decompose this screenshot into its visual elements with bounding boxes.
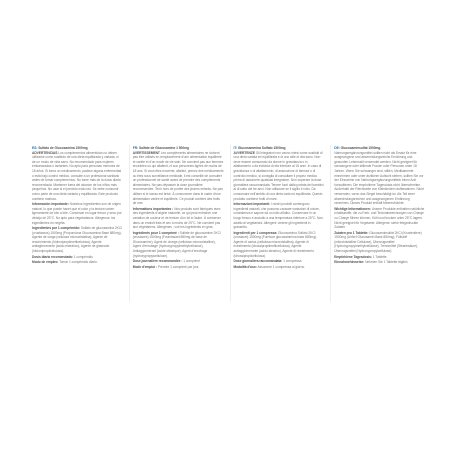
warnings-text: Nahrungsergänzungsmittel sollten nicht als Ersatz für eine ausgewogene und abwechslungsreiche Ernährung und gesunden Lebensstil verwendet werden. Nicht geeignet für schwangere oder stillende Frauen oder Personen unter 18 Jahren. Wenn Sie schwanger sind, stillen, Medikamente einnehmen oder unter ärztlicher Aufsicht stehen, sollten Sie vor der Einnahme von Nahrungsergänzungsmitteln einen Arzt konsultieren. Die empfohlene Tagesdosis nicht überschreiten. Außerhalb der Reichweite von Kleinkindern aufbewahren. Nicht verwenden, wenn das Siegel beschädigt ist. Als Teil einer abwechslungsreichen und ausgewogenen Ernährung verzehren. Dieses Produkt enthält Meeresfrüchte. — [334, 150, 424, 206]
column-de — [330, 145, 428, 302]
product-title: Glucosammina Solfato 1500mg — [237, 146, 286, 150]
ingredients-paragraph — [133, 231, 224, 259]
important-text: Unsere Produkte enthalten natürliche Inhaltsstoffe, die zu Farb- und Texturabweichungen von Charge zu Charge führen können. Kühl und trocken unter 25°C lagern. Nicht geeignet für Vegetarier. Allergene: siehe fettgedruckte Zutaten. — [334, 206, 425, 230]
dose-paragraph — [32, 255, 123, 260]
ingredients-text: Sulfate de glucosamine 2KCl (crustacés) 1500mg (Fournissant 880mg de base de Glucosamine), Agent de charge (cellulose microcristalline), Agent d'enrobage (hydroxypropylméthylcellulose), Antiagglomérant (acide stéarique), Agent d'enrobage (hydroxypropylcellulose). — [132, 230, 221, 258]
use-paragraph — [133, 265, 224, 270]
ingredients-paragraph — [234, 231, 325, 259]
use-label: Mode d'emploi : — [132, 264, 157, 269]
language-code: FR: — [132, 146, 139, 150]
important-label: Wichtige Informationen: — [334, 206, 371, 211]
dose-text: 1 comprimido — [73, 254, 93, 259]
dose-label: Dose giornaliera raccomandata: — [233, 259, 283, 264]
warnings-paragraph — [334, 151, 425, 206]
warnings-label: AVVERTENZE — [233, 150, 255, 155]
important-text: Nuestros ingredientes son de origen natural, lo que puede hacer que el color y la textura varíen ligeramente de lote a lote. Conservar en lugar fresco y seco por debajo de 25°C. No apto para vegetarianos. Alérgenos: los ingredientes en negrita. — [32, 202, 122, 225]
column-it — [230, 145, 328, 302]
ingredients-label: Ingrédients pour 1 comprimé : — [132, 230, 179, 235]
dose-label: Dosis diaria recomendada: — [32, 254, 73, 259]
dose-paragraph — [234, 259, 325, 264]
multilingual-label-panel — [32, 145, 428, 302]
use-text: Tomar 1 comprimido diario. — [59, 260, 98, 265]
ingredients-paragraph — [334, 231, 425, 254]
ingredients-text: Sulfato de glucosamina 2KCl (crustáceos) 1500mg (Proporciona Glucosamina Base 880mg), Agente de carga (celulosa microcristalina), Agente de recubrimiento (hidroxipropilmetilcelulosa), Agente antiaglomerante (ácido esteárico), Agente de glaseado (hidroxipropilcelulosa). — [32, 226, 122, 254]
use-text: Prendre 1 comprimé par jour. — [157, 264, 200, 269]
use-text: Assumere 1 compressa al giorno. — [257, 264, 306, 269]
dose-paragraph — [133, 259, 224, 264]
use-paragraph — [234, 265, 325, 270]
important-paragraph — [334, 207, 425, 230]
product-title: Sulfato de Glucosamina 1500mg — [38, 146, 88, 150]
product-title: Glucosaminsulfat 1500mg — [340, 146, 381, 150]
language-code: IT: — [233, 146, 238, 150]
warnings-text: Los complementos alimenticios no deben utilizarse como sustituto de una dieta equilibrada y variada, ni de un modo de vida sano. No recomendado para mujeres embarazadas o lactantes. No apto para personas menores de 18 años. Si toma un medicamento, padece alguna enfermedad o está bajo control médico, consulte a un profesional sanitario antes de tomar complementos. No tome más de la dosis diaria recomendada. Mantener fuera del alcance de los niños más pequeños. No usar si el precinto está roto. Se debe consumir como parte de una dieta variada y equilibrada. Este producto contiene marisco. — [32, 150, 122, 201]
column-es — [32, 145, 126, 302]
ingredients-label: Ingredientes por 1 comprimido: — [32, 226, 80, 231]
warnings-paragraph — [234, 151, 325, 202]
column-fr — [129, 145, 227, 302]
language-code: ES: — [32, 146, 38, 150]
warnings-text: Gli integratori non vanno intesi come sostituti di una dieta variata ed equilibrata e di uno stile di vita sano. Non deve essere consumato da donne in gravidanza o in allattamento o da individui di età inferiore ai 18 anni. In caso di gravidanza o di allattamento, di assunzione di farmaci o di controllo medico, si consiglia di consultare il proprio medico prima di assumere qualsiasi integratore. Non superare la dose giornaliera raccomandata. Tenere fuori dalla portata dei bambini al di sotto dei tre anni. Non utilizzare se il sigillo è rotto. Da consumare nell'ambito di una dieta varia ed equilibrata. Questo prodotto contiene frutti di mare. — [233, 150, 324, 201]
dose-text: 1 compressa — [283, 259, 302, 264]
dose-label: Empfohlene Tagesdosis: — [334, 254, 372, 259]
warnings-paragraph — [133, 151, 224, 206]
warnings-label: AVERTISSEMENT — [132, 150, 160, 155]
ingredients-text: Glucosamina Solfato 2KCl (crostacei) 1500mg (Fornisce glucosammina base 880mg), Agente di carica (cellulosa microcristallina), Agente di rivestimento (idrossipropilmetilcellulosa), Agente antiagglomerante (acido stearico), Agente di rivestimento (idrossipropilcellulosa). — [233, 230, 317, 258]
use-paragraph — [32, 260, 123, 265]
warnings-text: Les compléments alimentaires ne doivent pas être utilisés en remplacement d'une alimentation équilibrée et variée et d'un mode de vie sain. Ne convient pas aux femmes enceintes ou qui allaitent, ni aux personnes âgées de moins de 18 ans. Si vous êtes enceinte, allaitez, prenez des médicaments ou êtes sous surveillance médicale, il est conseillé de consulter un professionnel de santé avant de prendre des compléments alimentaires. Ne pas dépasser la dose journalière recommandée. Tenir hors de portée des jeunes enfants. Ne pas utiliser si le sceau est brisé. À consommer dans le cadre d'une alimentation variée et équilibrée. Ce produit contient des fruits de mer. — [132, 150, 224, 206]
dose-label: Dose journalière recommandée : — [132, 259, 183, 264]
important-label: Informazioni importanti: — [233, 202, 271, 207]
use-text: Nehmen Sie 1 Tablette täglich. — [365, 260, 409, 265]
important-paragraph — [133, 207, 224, 230]
important-label: Información importante: — [32, 202, 69, 207]
use-label: Modalità d'uso: — [233, 264, 257, 269]
dose-text: 1 comprimé — [183, 259, 200, 264]
warnings-paragraph — [32, 151, 123, 202]
ingredients-text: Glucosaminsulfat 2KCl (Krustentiere) 1500mg (Liefert Glucosamin Base 880mg), Füllstoff (mikrokristalline Cellulose), Überzugsmittel (Hydroxypropylmethylcellulose), Trennmittel (Stearinsäure), Überzugsmittel (Hydroxypropylcellulose). — [334, 230, 422, 254]
important-text: Nos produits sont fabriqués avec des ingrédients d'origine naturelle, ce qui peut entraîner une variation de couleur et de texture d'un lot à l'autre. À conserver dans un endroit frais et sec à moins de 25°C. Ne convient pas aux végétariens. Allergènes : voir les ingrédients en gras. — [132, 206, 221, 230]
language-code: DE: — [334, 146, 340, 150]
dose-text: 1 Tablette — [372, 254, 387, 259]
ingredients-label: Zutaten pro 1 Tablette: — [334, 230, 369, 235]
warnings-label: ADVERTENCIAS — [32, 150, 58, 155]
product-title: Sulfate de Glucosamine 1 500mg — [138, 146, 189, 150]
important-paragraph — [32, 202, 123, 225]
use-label: Einnahmehinweise: — [334, 260, 365, 265]
important-paragraph — [234, 202, 325, 230]
important-text: I nostri prodotti contengono ingredienti naturali, che possono causare variazioni di colore, consistenza e sapore da un lotto all'altro. Conservare in un luogo fresco e asciutto a una temperatura inferiore a 25°C. Non adatto ai vegetariani. Allergeni: vedere gli ingredienti in grassetto. — [233, 202, 323, 230]
important-label: Informations importantes : — [132, 206, 174, 211]
use-label: Modo de empleo: — [32, 260, 59, 265]
ingredients-label: Ingredienti per 1 compressa: — [233, 230, 278, 235]
dose-paragraph — [334, 255, 425, 260]
use-paragraph — [334, 260, 425, 265]
ingredients-paragraph — [32, 226, 123, 254]
